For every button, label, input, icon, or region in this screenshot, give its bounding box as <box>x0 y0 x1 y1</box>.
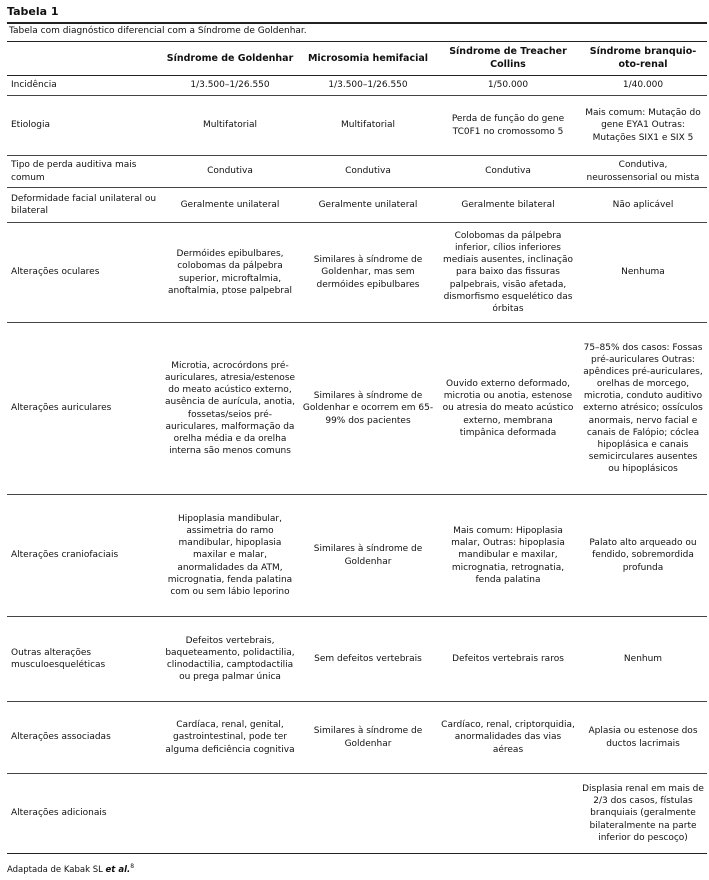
table-cell: Nenhuma <box>579 223 707 323</box>
table-cell: Cardíaca, renal, genital, gastrointestinal, pode ter alguma deficiência cognitiva <box>161 702 299 774</box>
table-cell: Perda de função do gene TC0F1 no cromossomo 5 <box>437 96 579 156</box>
table-cell: Colobomas da pálpebra inferior, cílios inferiores mediais ausentes, inclinação para baixo das fissuras palpebrais, visão afetada, dismorfismo esquelético das órbitas <box>437 223 579 323</box>
row-label: Outras alterações musculoesqueléticas <box>7 617 161 702</box>
table-row <box>7 76 707 96</box>
row-label: Etiologia <box>7 96 161 156</box>
table-cell: 1/40.000 <box>579 76 707 96</box>
table-label: Tabela 1 <box>7 5 59 18</box>
table-cell: Defeitos vertebrais, baqueteamento, polidactilia, clinodactilia, camptodactilia ou prega palmar única <box>161 617 299 702</box>
table-cell: Mais comum: Mutação do gene EYA1 Outras: Mutações SIX1 e SIX 5 <box>579 96 707 156</box>
table-cell: Displasia renal em mais de 2/3 dos casos, fístulas branquiais (geralmente bilateralmente na parte inferior do pescoço) <box>579 774 707 854</box>
header-goldenhar: Síndrome de Goldenhar <box>161 43 299 76</box>
table-cell: Ouvido externo deformado, microtia ou anotia, estenose ou atresia do meato acústico externo, membrana timpânica deformada <box>437 323 579 495</box>
row-label: Alterações auriculares <box>7 323 161 495</box>
table-cell: Multifatorial <box>161 96 299 156</box>
table-cell: Condutiva <box>299 156 437 188</box>
table-cell: Sem defeitos vertebrais <box>299 617 437 702</box>
table-cell: Cardíaco, renal, criptorquidia, anormalidades das vias aéreas <box>437 702 579 774</box>
table-cell: Condutiva, neurossensorial ou mista <box>579 156 707 188</box>
table-cell: Microtia, acrocórdons pré-auriculares, atresia/estenose do meato acústico externo, ausência de aurícula, anotia, fossetas/seios pré-auriculares, malformação da orelha média e da orelha interna são menos comuns <box>161 323 299 495</box>
table-cell: Geralmente unilateral <box>299 188 437 223</box>
table-cell: Condutiva <box>161 156 299 188</box>
row-label: Incidência <box>7 76 161 96</box>
table-cell: 1/3.500–1/26.550 <box>161 76 299 96</box>
row-label: Alterações associadas <box>7 702 161 774</box>
table-cell: Aplasia ou estenose dos ductos lacrimais <box>579 702 707 774</box>
table-cell: 1/50.000 <box>437 76 579 96</box>
footnote-text: Adaptada de Kabak SL <box>7 864 106 875</box>
header-row <box>7 43 707 76</box>
table-row <box>7 495 707 617</box>
table-cell: Nenhum <box>579 617 707 702</box>
table-row <box>7 323 707 495</box>
table-cell: Geralmente unilateral <box>161 188 299 223</box>
table-row <box>7 223 707 323</box>
table-cell <box>437 774 579 854</box>
table-row <box>7 156 707 188</box>
row-label: Deformidade facial unilateral ou bilateral <box>7 188 161 223</box>
footnote-reference: 8 <box>130 863 135 870</box>
footnote-et-al: et al. <box>105 864 131 875</box>
table-cell: Similares à síndrome de Goldenhar <box>299 702 437 774</box>
diagnosis-table <box>7 43 707 854</box>
table-cell: Similares à síndrome de Goldenhar e ocorrem em 65-99% dos pacientes <box>299 323 437 495</box>
table-row <box>7 96 707 156</box>
caption-rule <box>7 41 707 42</box>
table-cell: Similares à síndrome de Goldenhar <box>299 495 437 617</box>
table-cell: 75–85% dos casos: Fossas pré-auriculares Outras: apêndices pré-auriculares, orelhas de morcego, microtia, conduto auditivo externo atrésico; ossículos anormais, nervo facial e canais de Falópio; cóclea hipoplásica e canais semicirculares ausentes ou hipoplásicos <box>579 323 707 495</box>
table-row <box>7 702 707 774</box>
header-branquio-oto-renal: Síndrome branquio-oto-renal <box>579 43 707 76</box>
table-cell: Palato alto arqueado ou fendido, sobremordida profunda <box>579 495 707 617</box>
table-caption: Tabela com diagnóstico diferencial com a Síndrome de Goldenhar. <box>9 26 307 36</box>
table-cell <box>161 774 299 854</box>
table-cell: Similares à síndrome de Goldenhar, mas sem dermóides epibulbares <box>299 223 437 323</box>
row-label: Alterações adicionais <box>7 774 161 854</box>
table-cell: Dermóides epibulbares, colobomas da pálpebra superior, microftalmia, anoftalmia, ptose palpebral <box>161 223 299 323</box>
row-label: Alterações craniofaciais <box>7 495 161 617</box>
table-row <box>7 774 707 854</box>
table-row <box>7 617 707 702</box>
footnote <box>7 863 134 875</box>
table-cell: Mais comum: Hipoplasia malar, Outras: hipoplasia mandibular e maxilar, micrognatia, retrognatia, fenda palatina <box>437 495 579 617</box>
table-cell: Condutiva <box>437 156 579 188</box>
table-cell: Não aplicável <box>579 188 707 223</box>
header-empty <box>7 43 161 76</box>
header-microsomia: Microsomia hemifacial <box>299 43 437 76</box>
table-row <box>7 188 707 223</box>
table-cell: Defeitos vertebrais raros <box>437 617 579 702</box>
table-cell: Multifatorial <box>299 96 437 156</box>
table-cell: Geralmente bilateral <box>437 188 579 223</box>
header-treacher-collins: Síndrome de Treacher Collins <box>437 43 579 76</box>
table-cell: 1/3.500–1/26.550 <box>299 76 437 96</box>
table-cell <box>299 774 437 854</box>
row-label: Alterações oculares <box>7 223 161 323</box>
table-cell: Hipoplasia mandibular, assimetria do ramo mandibular, hipoplasia maxilar e malar, anormalidades da ATM, micrognatia, fenda palatina com ou sem lábio leporino <box>161 495 299 617</box>
top-rule <box>7 22 707 24</box>
row-label: Tipo de perda auditiva mais comum <box>7 156 161 188</box>
